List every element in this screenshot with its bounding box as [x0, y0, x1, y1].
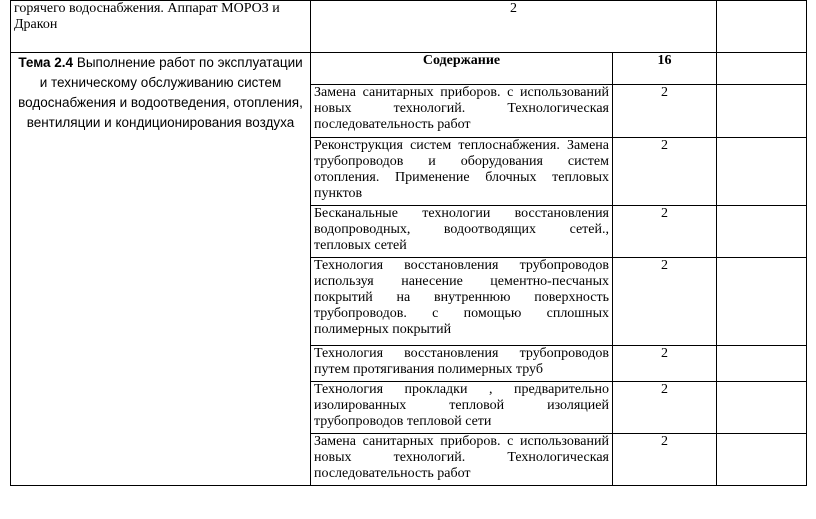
lesson-extra-cell [717, 138, 807, 206]
lesson-hours: 2 [613, 138, 717, 206]
lesson-text: Технология восстановления трубопроводов используя нанесение цементно-песчаных покрытий на внутреннюю поверхность трубопроводов. с помощью сплошных полимерных покрытий [311, 258, 613, 346]
lesson-hours: 2 [613, 206, 717, 258]
previous-topic-hours: 2 [311, 1, 717, 53]
lesson-extra-cell [717, 346, 807, 382]
lesson-text: Замена санитарных приборов. с использований новых технологий. Технологическая последовательность работ [311, 434, 613, 486]
lesson-extra-cell [717, 382, 807, 434]
curriculum-table [10, 0, 807, 486]
lesson-text: Замена санитарных приборов. с использований новых технологий. Технологическая последовательность работ [311, 85, 613, 138]
lesson-hours: 2 [613, 258, 717, 346]
lesson-hours: 2 [613, 434, 717, 486]
lesson-hours: 2 [613, 346, 717, 382]
table-row-previous-topic [11, 1, 807, 53]
lesson-extra-cell [717, 434, 807, 486]
content-total-hours: 16 [613, 53, 717, 85]
theme-cell [11, 53, 311, 486]
lesson-hours: 2 [613, 382, 717, 434]
lesson-text: Технология прокладки , предварительно изолированных тепловой изоляцией трубопроводов тепловой сети [311, 382, 613, 434]
table-row-content-header [11, 53, 807, 85]
lesson-text: Технология восстановления трубопроводов путем протягивания полимерных труб [311, 346, 613, 382]
lesson-hours: 2 [613, 85, 717, 138]
content-header-extra-cell [717, 53, 807, 85]
lesson-extra-cell [717, 206, 807, 258]
lesson-text: Бесканальные технологии восстановления водопроводных, водоотводящих сетей., тепловых сетей [311, 206, 613, 258]
lesson-extra-cell [717, 85, 807, 138]
previous-topic-cell [11, 1, 311, 53]
theme-title: Выполнение работ по эксплуатации и техническому обслуживанию систем водоснабжения и водоотведения, отопления, вентиляции и кондиционирования воздуха [18, 55, 303, 130]
previous-topic-extra-cell [717, 1, 807, 53]
theme-label: Тема 2.4 [18, 55, 74, 70]
content-header-cell: Содержание [311, 53, 613, 85]
previous-topic-text: горячего водоснабжения. Аппарат МОРОЗ и Дракон [14, 1, 280, 32]
lesson-text: Реконструкция систем теплоснабжения. Замена трубопроводов и оборудования систем отопления. Применение блочных тепловых пунктов [311, 138, 613, 206]
lesson-extra-cell [717, 258, 807, 346]
